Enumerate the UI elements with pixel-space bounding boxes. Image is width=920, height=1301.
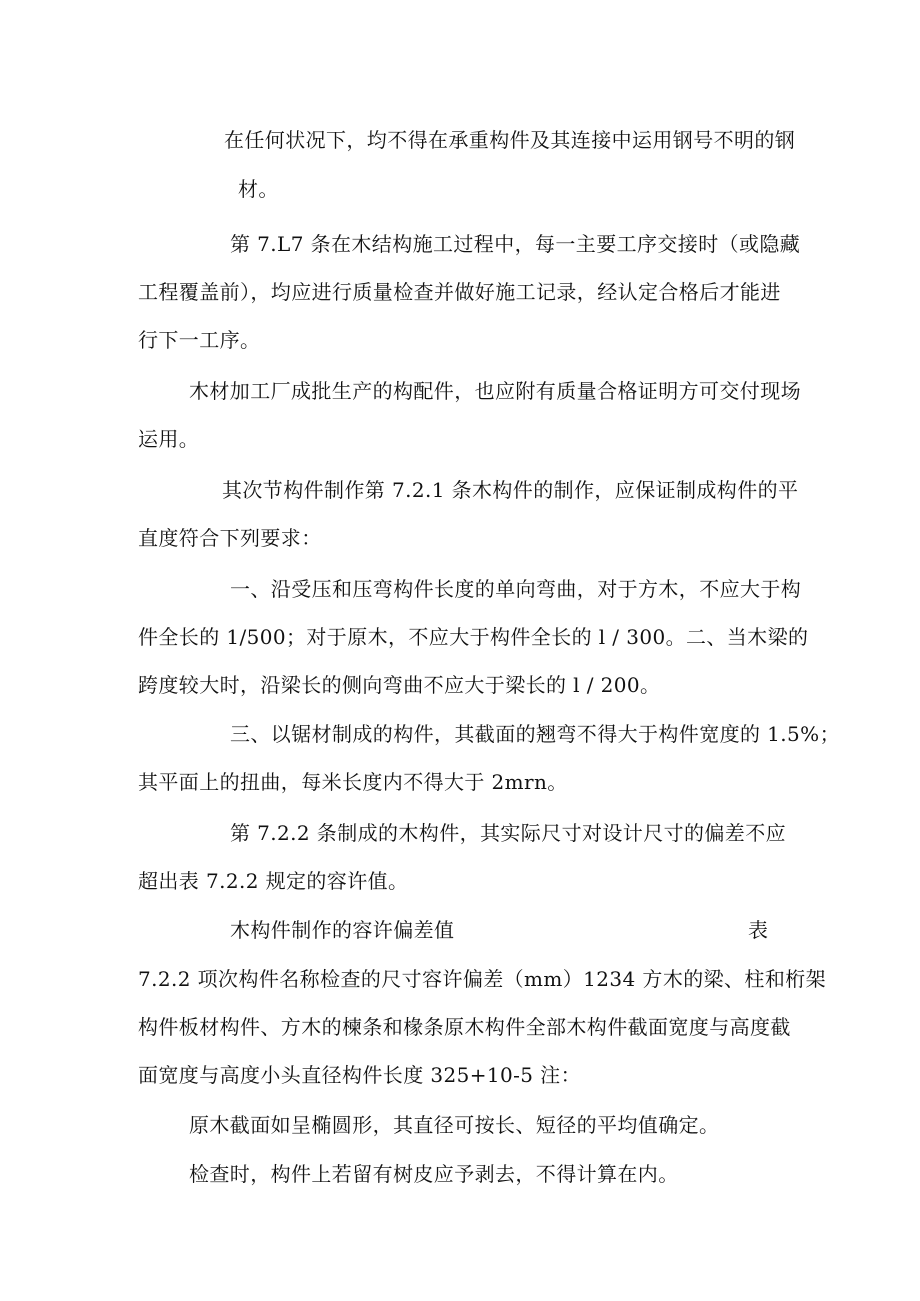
table-content-line-3: 面宽度与高度小头直径构件长度 325+10-5 注： (138, 1063, 581, 1087)
note-line-2: 检查时，构件上若留有树皮应予剥去，不得计算在内。 (189, 1162, 679, 1186)
paragraph-7-line-2: 超出表 7.2.2 规定的容许值。 (138, 869, 409, 893)
table-content-line-2: 构件板材构件、方木的楝条和椽条原木构件全部木构件截面宽度与高度截 (138, 1015, 791, 1039)
paragraph-5-line-1: 一、沿受压和压弯构件长度的单向弯曲，对于方木，不应大于构 (230, 577, 802, 601)
table-title: 木构件制作的容许偏差值 (230, 918, 455, 942)
paragraph-4-line-2: 直度符合下列要求： (138, 526, 322, 550)
paragraph-7-line-1: 第 7.2.2 条制成的木构件，其实际尺寸对设计尺寸的偏差不应 (230, 821, 787, 845)
paragraph-5-line-3: 跨度较大时，沿梁长的侧向弯曲不应大于梁长的 l / 200。 (138, 673, 661, 697)
paragraph-1-line-2: 材。 (238, 177, 279, 201)
paragraph-2-line-3: 行下一工序。 (138, 328, 261, 352)
table-content-line-1: 7.2.2 项次构件名称检查的尺寸容许偏差（mm）1234 方木的梁、柱和桁架 (138, 967, 827, 991)
paragraph-4-line-1: 其次节构件制作第 7.2.1 条木构件的制作，应保证制成构件的平 (222, 478, 799, 502)
paragraph-6-line-1: 三、以锯材制成的构件，其截面的翘弯不得大于构件宽度的 1.5%； (230, 722, 840, 746)
paragraph-2-line-2: 工程覆盖前），均应进行质量检查并做好施工记录，经认定合格后才能进 (138, 280, 781, 304)
table-label: 表 (748, 918, 768, 942)
paragraph-5-line-2: 件全长的 1/500；对于原木，不应大于构件全长的 l / 300。二、当木梁的 (138, 625, 809, 649)
paragraph-2-line-1: 第 7.L7 条在木结构施工过程中，每一主要工序交接时（或隐藏 (230, 232, 801, 256)
paragraph-3-line-1: 木材加工厂成批生产的构配件，也应附有质量合格证明方可交付现场 (189, 379, 801, 403)
note-line-1: 原木截面如呈椭圆形，其直径可按长、短径的平均值确定。 (189, 1113, 720, 1137)
paragraph-1-line-1: 在任何状况下，均不得在承重构件及其连接中运用钢号不明的钢 (224, 128, 796, 152)
paragraph-3-line-2: 运用。 (138, 427, 200, 451)
paragraph-6-line-2: 其平面上的扭曲，每米长度内不得大于 2mrn。 (138, 770, 568, 794)
